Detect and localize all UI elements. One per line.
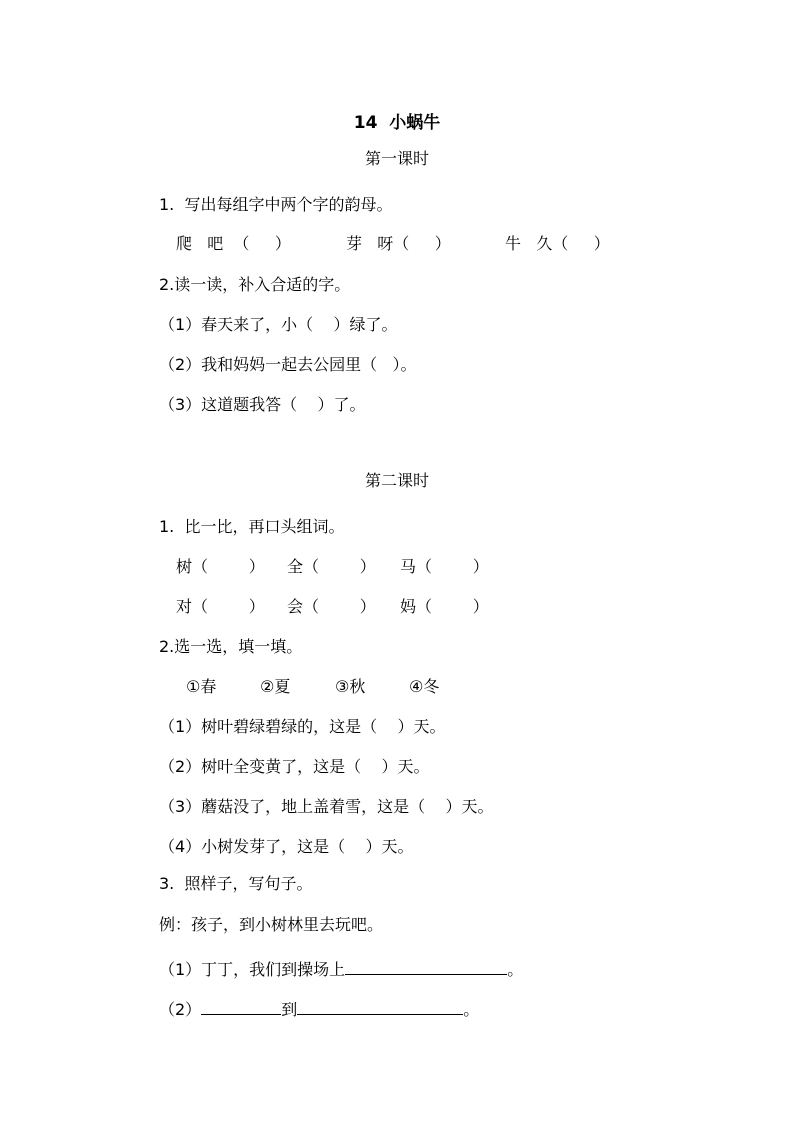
page-title: 14 小蜗牛 bbox=[353, 113, 441, 133]
q3-item2-mid: 到 bbox=[281, 1000, 298, 1019]
lesson2-question3: 3. 照样子，写句子。 bbox=[159, 874, 313, 893]
lesson2-q2-item-4: （4）小树发芽了，这是（ ）天。 bbox=[159, 837, 414, 856]
lesson1-q1-group-2: 芽 呀（ ） bbox=[346, 234, 451, 253]
lesson1-q1-group-3: 牛 久（ ） bbox=[505, 234, 610, 253]
lesson2-q3-example: 例：孩子，到小树林里去玩吧。 bbox=[159, 915, 384, 934]
lesson2-q2-item-1: （1）树叶碧绿碧绿的，这是（ ）天。 bbox=[159, 717, 446, 736]
lesson2-q2-option-1: ①春 bbox=[186, 677, 217, 696]
lesson2-q3-item-1 bbox=[159, 958, 523, 980]
lesson2-q1-row1-2: 全（ ） bbox=[287, 557, 376, 576]
lesson1-q2-item-2: （2）我和妈妈一起去公园里（ ）。 bbox=[159, 355, 417, 374]
lesson2-q1-row2-1: 对（ ） bbox=[176, 597, 265, 616]
lesson2-q2-option-3: ③秋 bbox=[335, 677, 366, 696]
q3-item1-suffix: 。 bbox=[507, 960, 524, 979]
q3-item2-suffix: 。 bbox=[463, 1000, 480, 1019]
lesson2-question2: 2.选一选，填一填。 bbox=[159, 637, 303, 656]
lesson1-question1: 1. 写出每组字中两个字的韵母。 bbox=[159, 195, 393, 214]
lesson2-q1-row2-2: 会（ ） bbox=[287, 597, 376, 616]
lesson1-q2-item-1: （1）春天来了，小（ ）绿了。 bbox=[159, 315, 398, 334]
answer-blank[interactable] bbox=[297, 998, 463, 1015]
answer-blank[interactable] bbox=[345, 958, 507, 975]
lesson1-question2: 2.读一读，补入合适的字。 bbox=[159, 275, 351, 294]
q3-item1-prefix: （1）丁丁，我们到操场上 bbox=[159, 960, 346, 979]
lesson2-q1-row2-3: 妈（ ） bbox=[400, 597, 489, 616]
lesson2-q2-option-4: ④冬 bbox=[409, 677, 440, 696]
lesson2-q2-item-3: （3）蘑菇没了，地上盖着雪，这是（ ）天。 bbox=[159, 797, 494, 816]
lesson2-q2-item-2: （2）树叶全变黄了，这是（ ）天。 bbox=[159, 757, 430, 776]
lesson2-q1-row1-1: 树（ ） bbox=[176, 557, 265, 576]
lesson2-question1: 1. 比一比，再口头组词。 bbox=[159, 517, 345, 536]
lesson2-q3-item-2 bbox=[159, 998, 479, 1020]
lesson2-q2-option-2: ②夏 bbox=[260, 677, 291, 696]
lesson2-q1-row1-3: 马（ ） bbox=[400, 557, 489, 576]
lesson2-heading: 第二课时 bbox=[364, 471, 429, 490]
lesson1-heading: 第一课时 bbox=[364, 149, 429, 168]
lesson1-q1-group-1: 爬 吧 （ ） bbox=[176, 234, 291, 253]
lesson1-q2-item-3: （3）这道题我答（ ）了。 bbox=[159, 395, 366, 414]
q3-item2-prefix: （2） bbox=[159, 1000, 202, 1019]
answer-blank[interactable] bbox=[201, 998, 281, 1015]
